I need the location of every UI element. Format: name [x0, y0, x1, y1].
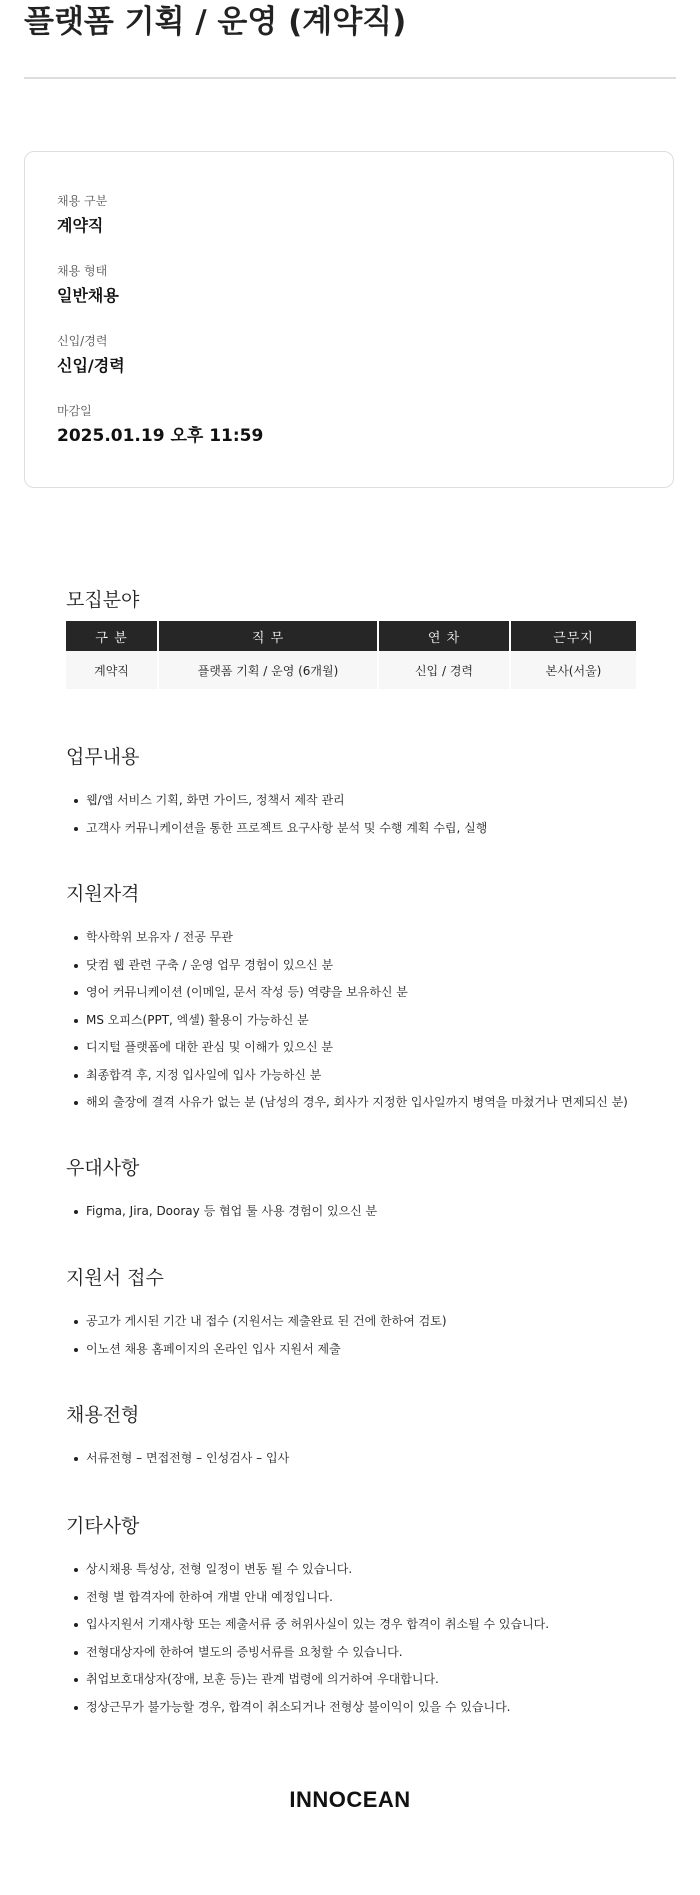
list-item: 해외 출장에 결격 사유가 없는 분 (남성의 경우, 회사가 지정한 입사일까지 병역을 마쳤거나 면제되신 분): [70, 1092, 628, 1120]
section-heading-recruit: 모집분야: [66, 589, 140, 611]
summary-value: 계약직: [57, 216, 104, 235]
section-heading-preferred: 우대사항: [66, 1157, 140, 1179]
summary-hiring-type: [57, 263, 119, 307]
summary-label: 신입/경력: [57, 334, 108, 348]
etc-list: [70, 1559, 549, 1724]
table-row: [66, 651, 636, 689]
list-item: 최종합격 후, 지정 입사일에 입사 가능하신 분: [70, 1065, 628, 1093]
process-list: [70, 1448, 289, 1476]
list-item: 웹/앱 서비스 기획, 화면 가이드, 정책서 제작 관리: [70, 790, 487, 818]
list-item: 공고가 게시된 기간 내 접수 (지원서는 제출완료 된 건에 한하여 검토): [70, 1311, 447, 1339]
list-item: 입사지원서 기재사항 또는 제출서류 중 허위사실이 있는 경우 합격이 취소될 수 있습니다.: [70, 1614, 549, 1642]
innocean-logo: INNOCEAN: [289, 1787, 411, 1812]
table-cell: 본사(서울): [511, 651, 636, 689]
job-summary-card: [24, 151, 674, 488]
summary-experience: [57, 333, 125, 377]
table-cell: 플랫폼 기획 / 운영 (6개월): [159, 651, 377, 689]
list-item: 전형 별 합격자에 한하여 개별 안내 예정입니다.: [70, 1587, 549, 1615]
application-list: [70, 1311, 447, 1366]
section-heading-qualifications: 지원자격: [66, 883, 140, 905]
list-item: 전형대상자에 한하여 별도의 증빙서류를 요청할 수 있습니다.: [70, 1642, 549, 1670]
list-item: 상시채용 특성상, 전형 일정이 변동 될 수 있습니다.: [70, 1559, 549, 1587]
page-title: 플랫폼 기획 / 운영 (계약직): [24, 4, 407, 40]
list-item: 이노션 채용 홈페이지의 온라인 입사 지원서 제출: [70, 1339, 447, 1367]
summary-employment-category: [57, 193, 107, 237]
table-header-row: [66, 621, 636, 651]
list-item: 취업보호대상자(장애, 보훈 등)는 관계 법령에 의거하여 우대합니다.: [70, 1669, 549, 1697]
summary-label: 마감일: [57, 404, 92, 418]
section-heading-application: 지원서 접수: [66, 1267, 164, 1289]
summary-deadline: [57, 403, 263, 447]
table-cell: 계약직: [66, 651, 157, 689]
table-header-cell: 연 차: [379, 621, 509, 651]
qualifications-list: [70, 927, 628, 1120]
preferred-list: [70, 1201, 377, 1229]
summary-value: 신입/경력: [57, 356, 125, 375]
list-item: Figma, Jira, Dooray 등 협업 툴 사용 경험이 있으신 분: [70, 1201, 377, 1229]
duties-list: [70, 790, 487, 845]
list-item: MS 오피스(PPT, 엑셀) 활용이 가능하신 분: [70, 1010, 628, 1038]
section-heading-etc: 기타사항: [66, 1515, 140, 1537]
table-header-cell: 구 분: [66, 621, 157, 651]
section-heading-duties: 업무내용: [66, 746, 140, 768]
list-item: 디지털 플랫폼에 대한 관심 및 이해가 있으신 분: [70, 1037, 628, 1065]
deadline-value: 2025.01.19 오후 11:59: [57, 426, 264, 446]
list-item: 정상근무가 불가능할 경우, 합격이 취소되거나 전형상 불이익이 있을 수 있습니다.: [70, 1697, 549, 1725]
list-item: 고객사 커뮤니케이션을 통한 프로젝트 요구사항 분석 및 수행 계획 수립, 실행: [70, 818, 487, 846]
list-item: 학사학위 보유자 / 전공 무관: [70, 927, 628, 955]
title-divider: [24, 77, 676, 79]
summary-label: 채용 구분: [57, 194, 108, 208]
summary-value: 일반채용: [57, 286, 119, 305]
list-item: 닷컴 웹 관련 구축 / 운영 업무 경험이 있으신 분: [70, 955, 628, 983]
list-item: 영어 커뮤니케이션 (이메일, 문서 작성 등) 역량을 보유하신 분: [70, 982, 628, 1010]
table-cell: 신입 / 경력: [379, 651, 509, 689]
table-header-cell: 직 무: [159, 621, 377, 651]
list-item: 서류전형 – 면접전형 – 인성검사 – 입사: [70, 1448, 289, 1476]
table-header-cell: 근무지: [511, 621, 636, 651]
section-heading-process: 채용전형: [66, 1404, 140, 1426]
recruit-table: [64, 621, 638, 689]
summary-label: 채용 형태: [57, 264, 108, 278]
